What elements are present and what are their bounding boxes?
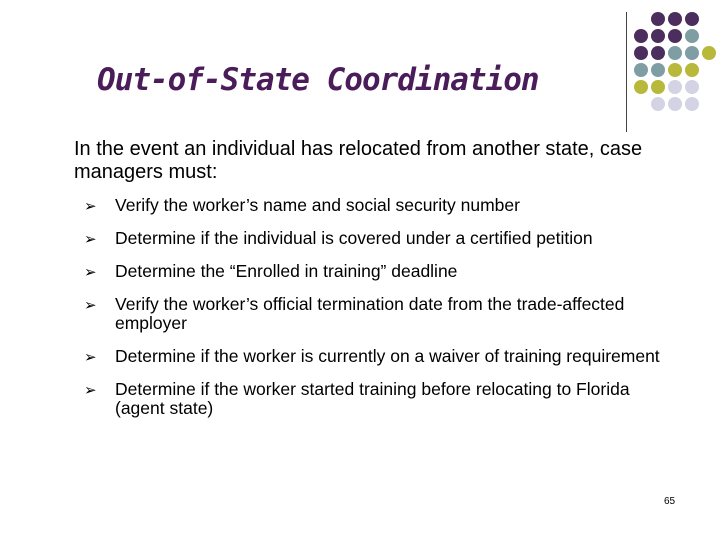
bullet-text: Verify the worker’s name and social security number: [115, 195, 520, 215]
decorative-dot: [651, 80, 665, 94]
decorative-dot: [651, 46, 665, 60]
decorative-dot: [651, 29, 665, 43]
decorative-dot: [668, 29, 682, 43]
decorative-dot: [651, 12, 665, 26]
arrowhead-icon: ➢: [84, 231, 97, 248]
bullet-text: Determine if the worker is currently on a waiver of training requirement: [115, 346, 660, 366]
decorative-divider-line: [626, 12, 627, 132]
decorative-dot: [651, 63, 665, 77]
arrowhead-icon: ➢: [84, 349, 97, 366]
list-item: [84, 295, 674, 333]
list-item: [84, 196, 674, 215]
bullet-list: [84, 196, 674, 432]
list-item: [84, 229, 674, 248]
decorative-dot: [685, 12, 699, 26]
bullet-text: Determine if the individual is covered under a certified petition: [115, 228, 593, 248]
list-item: [84, 347, 674, 366]
arrowhead-icon: ➢: [84, 264, 97, 281]
slide-title: Out-of-State Coordination: [97, 62, 539, 98]
list-item: [84, 262, 674, 281]
decorative-dot: [685, 80, 699, 94]
decorative-dot: [685, 29, 699, 43]
bullet-text: Verify the worker’s official termination date from the trade-affected employer: [115, 294, 625, 333]
bullet-text: Determine if the worker started training before relocating to Florida (agent state): [115, 379, 630, 418]
decorative-dot: [651, 97, 665, 111]
bullet-text: Determine the “Enrolled in training” deadline: [115, 261, 458, 281]
decorative-dot: [668, 80, 682, 94]
arrowhead-icon: ➢: [84, 198, 97, 215]
decorative-dot: [685, 97, 699, 111]
list-item: [84, 380, 674, 418]
decorative-dot: [668, 46, 682, 60]
decorative-dot: [634, 29, 648, 43]
arrowhead-icon: ➢: [84, 297, 97, 314]
decorative-dot: [668, 63, 682, 77]
decorative-dot: [685, 46, 699, 60]
page-number: 65: [664, 496, 676, 507]
decorative-dot: [702, 46, 716, 60]
decorative-dot: [634, 63, 648, 77]
decorative-dot: [634, 46, 648, 60]
decorative-dot: [668, 97, 682, 111]
decorative-dot: [634, 80, 648, 94]
arrowhead-icon: ➢: [84, 382, 97, 399]
decorative-dot: [685, 63, 699, 77]
decorative-dot: [668, 12, 682, 26]
intro-text: In the event an individual has relocated from another state, case managers must:: [74, 138, 643, 183]
